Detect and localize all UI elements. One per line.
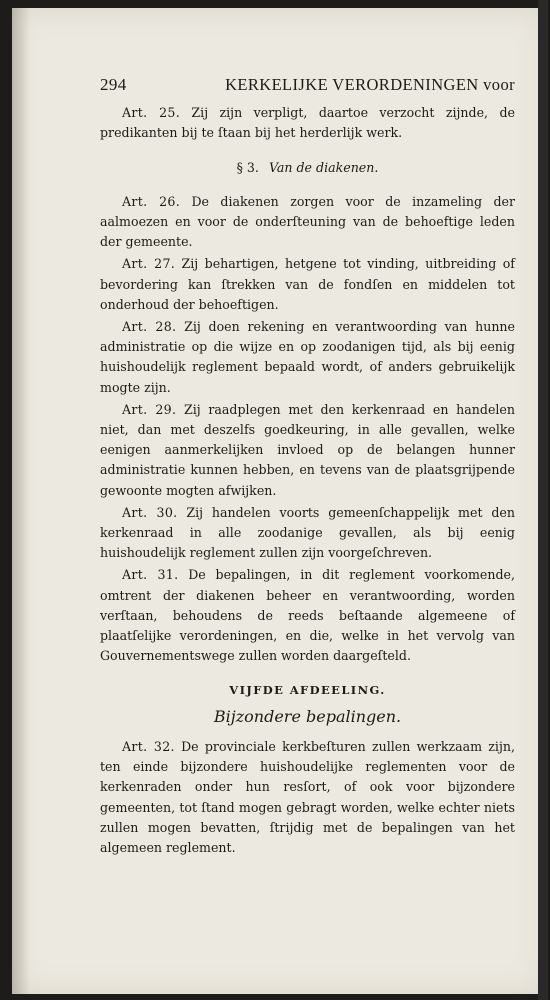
running-title: KERKELIJKE VERORDENINGEN voor [225,75,515,94]
article-number: Art. 29. [122,401,177,417]
article-number: Art. 32. [122,738,175,754]
page-number: 294 [100,75,127,94]
article-28 [100,317,515,398]
section-title: Van de diakenen. [268,159,379,175]
article-text: De bepalingen, in dit reglement voorkomende, omtrent der diakenen beheer en verantwoording, worden verſtaan, behoudens de reeds beſtaande algemeene of plaatſelijke verordeningen, en die, welke in het vervolg van Gouvernementswege zullen worden daargeſteld. [100,567,515,664]
scan-edge [538,0,548,1000]
section-heading [100,158,515,178]
article-number: Art. 26. [122,193,181,209]
article-32 [100,737,515,858]
article-text: Zij handelen voorts gemeenſchappelijk met den kerkenraad in alle zoodanige gevallen, als bij eenig huishoudelijk reglement zullen zijn voorgeſchreven. [100,504,515,561]
article-30 [100,503,515,564]
article-text: Zij behartigen, hetgene tot vinding, uitbreiding of bevordering kan ſtrekken van de fondſen en middelen tot onderhoud der behoeftigen. [100,256,515,312]
article-number: Art. 28. [122,319,177,335]
article-27 [100,254,515,315]
article-text: De diakenen zorgen voor de inzameling der aalmoezen en voor de onderſteuning van de behoeftige leden der gemeente. [100,193,515,250]
article-number: Art. 27. [122,256,176,272]
article-text: Zij raadplegen met den kerkenraad en handelen niet, dan met deszelfs goedkeuring, in alle gevallen, welke eenigen aanmerkelijken invloed op de belangen hunner administratie kunnen hebben, en tevens van de plaatsgrijpende gewoonte mogten afwijken. [100,401,515,498]
article-text: De provinciale kerkbeſturen zullen werkzaam zijn, ten einde bijzondere huishoudelijke reglementen voor de kerkenraden onder hun resſort, of ook voor bijzondere gemeenten, tot ſtand mogen gebragt worden, welke echter niets zullen mogen bevatten, ſtrijdig met de bepalingen van het algemeen reglement. [100,738,515,855]
article-number: Art. 25. [122,105,181,121]
chapter-subheading: Bijzondere bepalingen. [213,706,402,726]
running-header [100,75,515,95]
page-content [100,75,515,860]
section-number: § 3. [236,159,259,175]
article-31 [100,565,515,666]
binding-shadow [12,8,30,994]
chapter-heading: VIJFDE AFDEELING. [229,683,386,698]
article-29 [100,400,515,501]
article-number: Art. 30. [122,504,178,520]
article-text: Zij doen rekening en verantwoording van hunne administratie op die wijze en op zoodanigen tijd, als bij eenig huishoudelijk reglement bepaald wordt, of anders gebruikelijk mogte zijn. [100,319,515,395]
article-text: Zij zijn verpligt, daartoe verzocht zijnde, de predikanten bij te ſtaan bij het herderlijk werk. [100,105,515,141]
article-25 [100,103,515,143]
article-number: Art. 31. [122,567,179,583]
article-26 [100,192,515,253]
